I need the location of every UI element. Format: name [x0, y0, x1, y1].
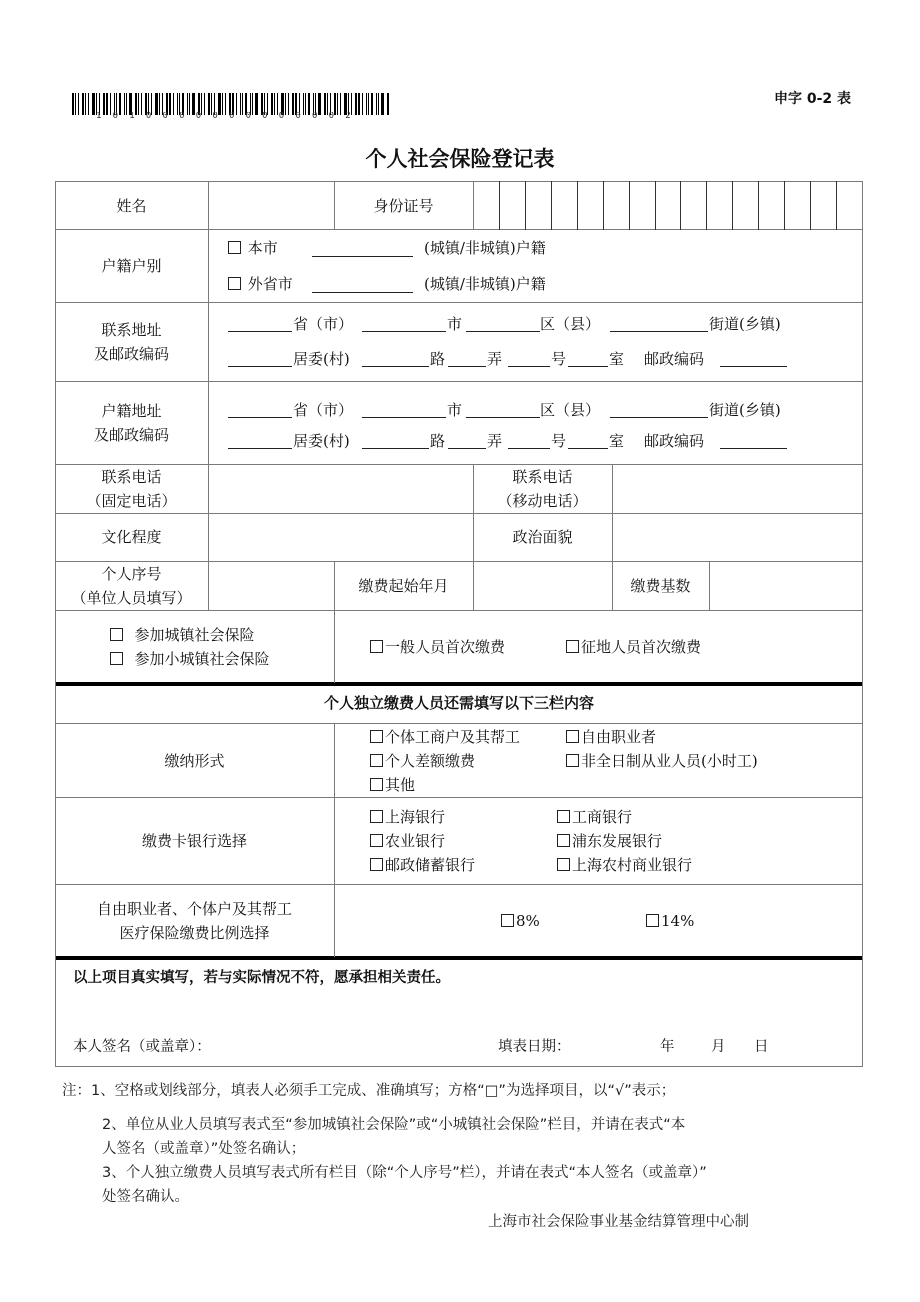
grid-line	[551, 181, 552, 230]
grid-line	[334, 610, 335, 683]
date-day-label: 日	[754, 1039, 769, 1055]
option-small-town-insurance-label: 参加小城镇社会保险	[134, 650, 270, 668]
address-blank[interactable]	[228, 352, 292, 367]
option-small-town-insurance[interactable]	[110, 647, 270, 671]
huji-option-local-label: 本市	[247, 239, 278, 257]
option-land-requisition-first-payment[interactable]	[566, 635, 701, 659]
huji-option-other-province[interactable]	[228, 272, 293, 296]
barcode-bar	[387, 93, 389, 115]
address-blank[interactable]	[448, 434, 486, 449]
address-part-label: 号	[551, 432, 567, 450]
payment-form-option[interactable]	[566, 725, 656, 749]
fixed-phone-input[interactable]	[209, 465, 473, 513]
grid-line	[55, 884, 863, 885]
option-general-first-payment-label: 一般人员首次缴费	[385, 638, 506, 656]
note-2: 2、单位从业人员填写表式至“参加城镇社会保险”或“小城镇社会保险”栏目，并请在表式“本	[102, 1117, 686, 1133]
address-part-label: 居委(村)	[293, 350, 350, 368]
serial-label-2: （单位人员填写）	[71, 589, 192, 607]
checkbox-icon[interactable]	[557, 858, 570, 871]
checkbox-icon[interactable]	[370, 858, 383, 871]
bank-option[interactable]	[370, 829, 445, 853]
address-part-label: 省（市）	[293, 401, 354, 419]
bank-option[interactable]	[370, 805, 445, 829]
checkbox-local[interactable]	[228, 241, 241, 254]
grid-line	[55, 797, 863, 798]
option-land-requisition-first-payment-label: 征地人员首次缴费	[581, 638, 702, 656]
address-part-label: 市	[447, 401, 463, 419]
grid-line	[603, 181, 604, 230]
checkbox-icon[interactable]	[566, 754, 579, 767]
address-part-label: 室	[609, 350, 625, 368]
declaration-statement: 以上项目真实填写，若与实际情况不符，愿承担相关责任。	[73, 970, 450, 986]
address-part-label: 室	[609, 432, 625, 450]
page-title: 个人社会保险登记表	[365, 147, 555, 171]
start-month-label: 缴费起始年月	[358, 577, 449, 595]
independent-section-heading: 个人独立缴费人员还需填写以下三栏内容	[323, 694, 594, 712]
education-input[interactable]	[209, 514, 473, 561]
fixed-phone-label: 联系电话	[101, 468, 162, 486]
checkbox-icon[interactable]	[370, 778, 383, 791]
barcode-bar	[88, 93, 89, 115]
date-label: 填表日期：	[498, 1039, 571, 1055]
option-label: 自由职业者	[581, 728, 657, 746]
address-part-label: 市	[447, 315, 463, 333]
address-part-label: 区（县）	[540, 315, 601, 333]
grid-line	[55, 302, 863, 303]
date-year-label: 年	[660, 1039, 675, 1055]
option-label: 上海银行	[385, 808, 446, 826]
address-blank[interactable]	[568, 352, 608, 367]
address-blank[interactable]	[720, 352, 787, 367]
bank-option[interactable]	[557, 829, 662, 853]
medical-ratio-label: 自由职业者、个体户及其帮工	[96, 900, 292, 918]
checkbox-urban-insurance[interactable]	[110, 628, 123, 641]
grid-line	[334, 723, 335, 957]
bank-label: 缴费卡银行选择	[141, 832, 247, 850]
huji-local-blank[interactable]	[312, 242, 413, 257]
option-label: 其他	[385, 776, 416, 794]
option-general-first-payment[interactable]	[370, 635, 505, 659]
grid-line	[55, 610, 863, 611]
checkbox-land-requisition-first-payment[interactable]	[566, 640, 579, 653]
mobile-phone-input[interactable]	[613, 465, 862, 513]
id-digit-cell[interactable]	[500, 182, 525, 229]
id-digit-cell[interactable]	[733, 182, 758, 229]
issuer: 上海市社会保险事业基金结算管理中心制	[488, 1214, 749, 1230]
grid-line	[706, 181, 707, 230]
bank-option[interactable]	[557, 853, 692, 877]
education-label: 文化程度	[101, 528, 162, 546]
huji-address-label: 户籍地址	[101, 402, 162, 420]
payment-form-option[interactable]	[370, 773, 415, 797]
signature-label: 本人签名（或盖章）：	[73, 1039, 211, 1055]
thick-divider	[55, 956, 863, 960]
barcode-bar	[85, 93, 86, 115]
mobile-phone-label: 联系电话	[512, 468, 573, 486]
barcode-digits: 1010000000000002	[96, 112, 362, 121]
checkbox-small-town-insurance[interactable]	[110, 652, 123, 665]
checkbox-icon[interactable]	[370, 834, 383, 847]
mobile-phone-label-2: （移动电话）	[497, 492, 588, 510]
contact-address-label: 联系地址	[101, 321, 162, 339]
barcode-bar	[82, 93, 84, 115]
serial-input[interactable]	[209, 562, 334, 610]
address-blank[interactable]	[448, 352, 486, 367]
address-part-label: 街道(乡镇)	[709, 315, 781, 333]
checkbox-icon[interactable]	[646, 914, 659, 927]
political-status-label: 政治面貌	[512, 528, 573, 546]
huji-option-local[interactable]	[228, 236, 278, 260]
address-blank[interactable]	[362, 434, 429, 449]
option-label: 浦东发展银行	[572, 832, 663, 850]
grid-line	[732, 181, 733, 230]
address-part-label: 居委(村)	[293, 432, 350, 450]
option-label: 农业银行	[385, 832, 446, 850]
address-blank[interactable]	[508, 352, 550, 367]
address-blank[interactable]	[720, 434, 787, 449]
payment-base-input[interactable]	[710, 562, 862, 610]
id-digit-cell[interactable]	[681, 182, 706, 229]
payment-form-label: 缴纳形式	[164, 752, 225, 770]
id-digit-cell[interactable]	[578, 182, 603, 229]
checkbox-icon[interactable]	[370, 810, 383, 823]
option-label: 工商银行	[572, 808, 633, 826]
grid-line	[784, 181, 785, 230]
medical-ratio-option-14[interactable]	[646, 909, 694, 933]
huji-option-other-province-label: 外省市	[247, 275, 293, 293]
address-part-label: 弄	[487, 350, 503, 368]
contact-address-label-2: 及邮政编码	[93, 345, 169, 363]
huji-local-suffix: (城镇/非城镇)户籍	[424, 239, 546, 257]
grid-line	[629, 181, 630, 230]
option-label: 14%	[661, 912, 695, 930]
note-2-continued: 人签名（或盖章）”处签名确认；	[102, 1141, 306, 1157]
address-part-label: 号	[551, 350, 567, 368]
grid-line	[810, 181, 811, 230]
address-part-label: 路	[430, 350, 446, 368]
id-digit-cell[interactable]	[759, 182, 784, 229]
form-code: 申字 0-2 表	[774, 91, 852, 107]
grid-line	[655, 181, 656, 230]
address-part-label: 省（市）	[293, 315, 354, 333]
option-label: 8%	[516, 912, 540, 930]
grid-line	[680, 181, 681, 230]
option-label: 邮政储蓄银行	[385, 856, 476, 874]
medical-ratio-option-8[interactable]	[501, 909, 540, 933]
note-3: 3、个人独立缴费人员填写表式所有栏目（除“个人序号”栏），并请在表式“本人签名（或盖章）”	[102, 1165, 707, 1181]
address-blank[interactable]	[610, 403, 708, 418]
bank-option[interactable]	[557, 805, 632, 829]
id-digit-cell[interactable]	[526, 182, 551, 229]
grid-line	[55, 229, 863, 230]
checkbox-general-first-payment[interactable]	[370, 640, 383, 653]
checkbox-icon[interactable]	[566, 730, 579, 743]
id-digit-cell[interactable]	[630, 182, 655, 229]
date-month-label: 月	[711, 1039, 726, 1055]
address-part-label: 区（县）	[540, 401, 601, 419]
grid-line	[577, 181, 578, 230]
name-input[interactable]	[209, 182, 334, 229]
id-number-label: 身份证号	[373, 197, 434, 215]
address-blank[interactable]	[466, 403, 540, 418]
id-digit-cell[interactable]	[656, 182, 681, 229]
medical-ratio-label-2: 医疗保险缴费比例选择	[119, 924, 270, 942]
address-blank[interactable]	[610, 317, 708, 332]
id-digit-cell[interactable]	[552, 182, 577, 229]
start-month-input[interactable]	[474, 562, 612, 610]
name-label: 姓名	[116, 197, 147, 215]
grid-line	[836, 181, 837, 230]
signature-field[interactable]	[240, 1030, 480, 1060]
political-status-input[interactable]	[613, 514, 862, 561]
address-part-label: 路	[430, 432, 446, 450]
id-digit-cell[interactable]	[785, 182, 810, 229]
huji-type-label: 户籍户别	[101, 257, 162, 275]
huji-other-province-suffix: (城镇/非城镇)户籍	[424, 275, 546, 293]
option-label: 上海农村商业银行	[572, 856, 693, 874]
address-part-label: 邮政编码	[644, 432, 705, 450]
address-blank[interactable]	[362, 352, 429, 367]
address-part-label: 街道(乡镇)	[709, 401, 781, 419]
checkbox-icon[interactable]	[501, 914, 514, 927]
barcode-bar	[78, 93, 79, 115]
grid-line	[473, 181, 474, 230]
grid-line	[55, 381, 863, 382]
payment-form-option[interactable]	[370, 749, 475, 773]
grid-line	[862, 181, 863, 1067]
option-urban-insurance[interactable]	[110, 623, 255, 647]
checkbox-other-province[interactable]	[228, 277, 241, 290]
id-digit-cell[interactable]	[707, 182, 732, 229]
id-digit-cell[interactable]	[811, 182, 836, 229]
grid-line	[525, 181, 526, 230]
checkbox-icon[interactable]	[370, 730, 383, 743]
grid-line	[499, 181, 500, 230]
grid-line	[758, 181, 759, 230]
option-label: 个体工商户及其帮工	[385, 728, 521, 746]
huji-other-province-blank[interactable]	[312, 278, 413, 293]
note-3-continued: 处签名确认。	[102, 1189, 189, 1205]
address-blank[interactable]	[362, 403, 446, 418]
address-blank[interactable]	[362, 317, 446, 332]
payment-form-option[interactable]	[370, 725, 520, 749]
payment-form-option[interactable]	[566, 749, 758, 773]
note-1: 注：1、空格或划线部分，填表人必须手工完成、准确填写；方格“□”为选择项目，以“√”表示；	[62, 1083, 676, 1099]
barcode-bar	[72, 93, 74, 115]
address-part-label: 弄	[487, 432, 503, 450]
bank-option[interactable]	[370, 853, 475, 877]
payment-base-label: 缴费基数	[630, 577, 691, 595]
option-label: 非全日制从业人员(小时工)	[581, 752, 758, 770]
grid-line	[55, 1066, 863, 1067]
thick-divider	[55, 682, 863, 686]
grid-line	[55, 723, 863, 724]
id-digit-cell[interactable]	[604, 182, 629, 229]
fixed-phone-label-2: （固定电话）	[86, 492, 177, 510]
barcode-bar	[75, 93, 76, 115]
serial-label: 个人序号	[101, 565, 162, 583]
address-blank[interactable]	[466, 317, 540, 332]
checkbox-icon[interactable]	[370, 754, 383, 767]
address-part-label: 邮政编码	[644, 350, 705, 368]
address-blank[interactable]	[228, 434, 292, 449]
id-digit-cell[interactable]	[474, 182, 499, 229]
checkbox-icon[interactable]	[557, 834, 570, 847]
option-label: 个人差额缴费	[385, 752, 476, 770]
id-digit-cell[interactable]	[837, 182, 862, 229]
address-blank[interactable]	[228, 317, 292, 332]
address-blank[interactable]	[568, 434, 608, 449]
option-urban-insurance-label: 参加城镇社会保险	[134, 626, 255, 644]
huji-address-label-2: 及邮政编码	[93, 426, 169, 444]
address-blank[interactable]	[508, 434, 550, 449]
barcode-bar	[92, 93, 95, 115]
address-blank[interactable]	[228, 403, 292, 418]
checkbox-icon[interactable]	[557, 810, 570, 823]
